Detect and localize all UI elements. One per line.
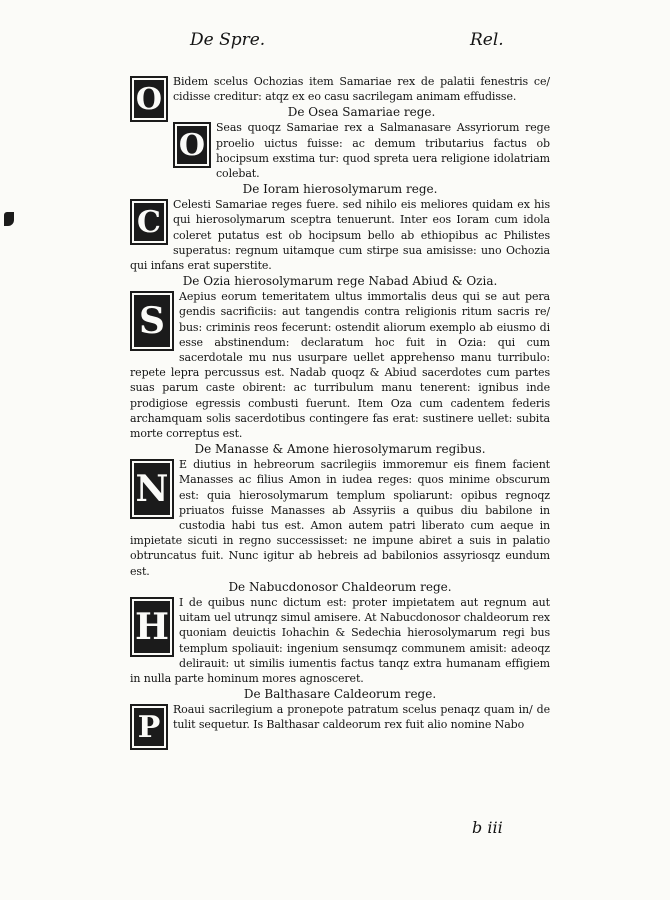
- section-heading: De Manasse & Amone hierosolymarum regibus.: [194, 442, 486, 457]
- section-manasse: [130, 442, 550, 579]
- section-text: Celesti Samariae reges fuere. sed nihilo eis meliores quidam ex his qui hierosolymarum sceptra tenuerunt. Inter eos Ioram cum idola coleret putatus est ob hocipsum bello ab ethiopibus ac Philistes superatus: regnum uitamque cum stirpe sua amisisse: uno Ochozia qui infans erat superstite.: [130, 198, 550, 273]
- section-heading: De Osea Samariae rege.: [287, 105, 436, 120]
- section-balthasare: [130, 687, 550, 745]
- running-header-left: De Spre.: [190, 30, 266, 50]
- running-header-right: Rel.: [470, 30, 504, 50]
- signature-mark: b iii: [472, 818, 503, 837]
- section-heading: De Balthasare Caldeorum rege.: [243, 687, 437, 702]
- section-ioram: [130, 182, 550, 273]
- decorated-initial: P: [130, 704, 168, 750]
- decorated-initial: C: [130, 199, 168, 245]
- decorated-initial: H: [130, 597, 174, 657]
- decorated-initial: O: [130, 76, 168, 122]
- section-osea: [130, 105, 550, 181]
- section-heading: De Ozia hierosolymarum rege Nabad Abiud & Ozia.: [182, 274, 498, 289]
- text-block: [130, 74, 550, 750]
- section-ozia: [130, 274, 550, 441]
- decorated-initial: O: [173, 122, 211, 168]
- section-heading: De Ioram hierosolymarum rege.: [242, 182, 438, 197]
- section-text: I de quibus nunc dictum est: proter impietatem aut regnum aut uitam uel utrunqz simul amisere. At Nabucdonosor chaldeorum rex quoniam deuictis Iohachin & Sedechia hierosolymarum regi bus templum spoliauit: ingenium sensumqz communem amisit: adeoqz delirauit: ut similis iumentis factus tanqz extra humanam effigiem in nulla parte hominum mores agnosceret.: [130, 595, 550, 685]
- decorated-initial: N: [130, 459, 174, 519]
- section-nabucdonosor: [130, 580, 550, 686]
- margin-ink-mark: [4, 212, 14, 226]
- section-text: Aepius eorum temeritatem ultus immortalis deus qui se aut pera gendis sacrificiis: aut tangendis contra religionis ritum sacris re/ bus: criminis reos fecerunt: ostendit aliorum exemplo ab eiusmo di esse abstinendum: declaratum hoc fuit in Ozia: qui cum sacerdotale mu nus usurpare uellet apprehenso manu turribulo: repete lepra percussus est. Nadab quoqz & Abiud sacerdotes cum partes suas parum caste obirent: ac turribulum manu tenerent: ignibus inde prodigiose egressis combusti fuerunt. Item Oza cum cadentem federis archamquam solis sacerdotibus contingere fas erat: sustinere uellet: subita morte correptus est.: [130, 290, 550, 441]
- section-text: E diutius in hebreorum sacrilegiis immoremur eis finem facient Manasses ac filius Amon in iudea reges: quos minime obscurum est: quia hierosolymarum templum spoliarunt: opibus regnoqz priuatos fuisse Manasses ab Assyriis a quibus diu babilone in custodia habi tus est. Amon autem patri liberato cum aeque in impietate sicuti in regno successisset: ne impune abiret a suis in palatio obtruncatus fuit. Nunc igitur ab hebreis ad babilonios assyriosqz eundum est.: [130, 458, 550, 578]
- section-text: Bidem scelus Ochozias item Samariae rex de palatii fenestris ce/ cidisse creditur: atqz ex eo casu sacrilegam animam effudisse.: [173, 75, 550, 104]
- decorated-initial: S: [130, 291, 174, 351]
- section-heading: De Nabucdonosor Chaldeorum rege.: [228, 579, 452, 594]
- section-text: Roaui sacrilegium a pronepote patratum scelus penaqz quam in/ de tulit sequetur. Is Balthasar caldeorum rex fuit alio nomine Nabo: [173, 703, 550, 732]
- section-text: Seas quoqz Samariae rex a Salmanasare Assyriorum rege proelio uictus fuisse: ac demum tributarius factus ob hocipsum exstima tur: quod spreta uera religione idolatriam colebat.: [216, 121, 550, 181]
